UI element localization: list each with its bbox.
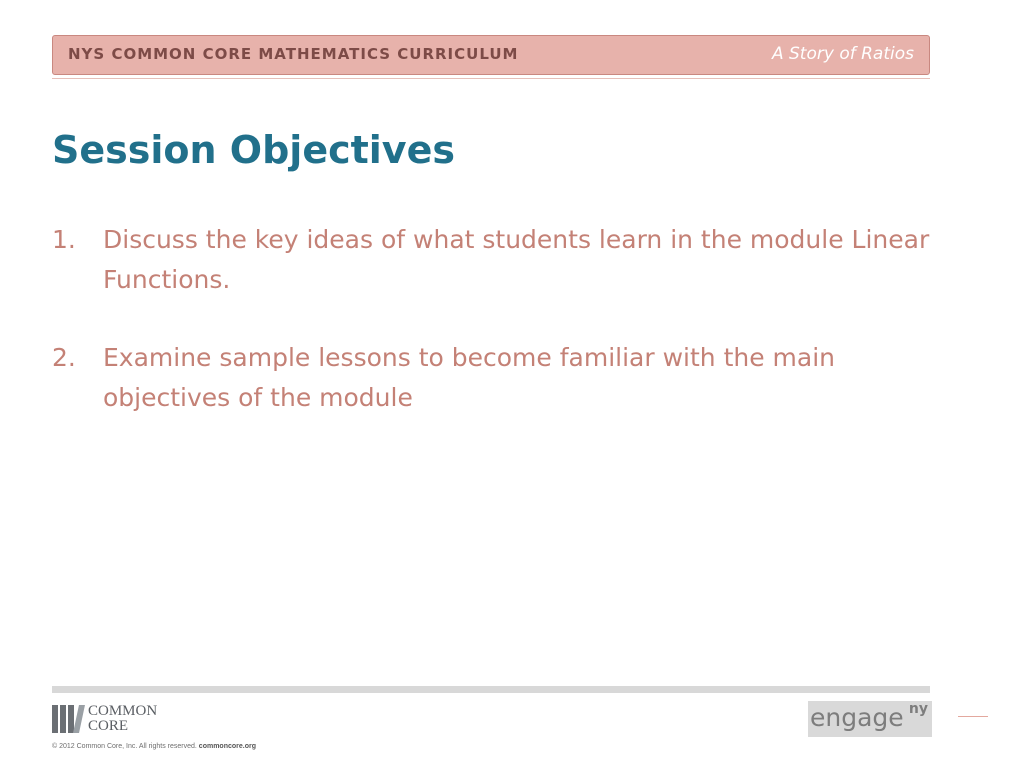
header-divider bbox=[52, 78, 930, 79]
common-core-wordmark: COMMON CORE bbox=[88, 703, 158, 734]
page-title: Session Objectives bbox=[52, 128, 455, 172]
objectives-list bbox=[52, 220, 932, 456]
objective-item bbox=[52, 338, 932, 418]
header-bar bbox=[52, 35, 930, 75]
objective-text: Examine sample lessons to become familiar with the main objectives of the module bbox=[103, 343, 836, 412]
copyright-notice: © 2012 Common Core, Inc. All rights reserved. commoncore.org bbox=[52, 743, 256, 750]
footer-divider bbox=[52, 686, 930, 693]
objective-number: 2. bbox=[52, 343, 76, 372]
objective-item bbox=[52, 220, 932, 300]
objective-number: 1. bbox=[52, 225, 76, 254]
slide-number-mark bbox=[958, 716, 988, 717]
copyright-link[interactable]: commoncore.org bbox=[198, 743, 256, 750]
common-core-bars-icon bbox=[52, 705, 82, 733]
objective-text: Discuss the key ideas of what students learn in the module Linear Functions. bbox=[103, 225, 930, 294]
engage-ny-logo: engage ny bbox=[808, 701, 932, 737]
curriculum-label: NYS COMMON CORE MATHEMATICS CURRICULUM bbox=[68, 45, 519, 63]
story-label: A Story of Ratios bbox=[771, 44, 914, 64]
common-core-logo bbox=[52, 703, 157, 735]
